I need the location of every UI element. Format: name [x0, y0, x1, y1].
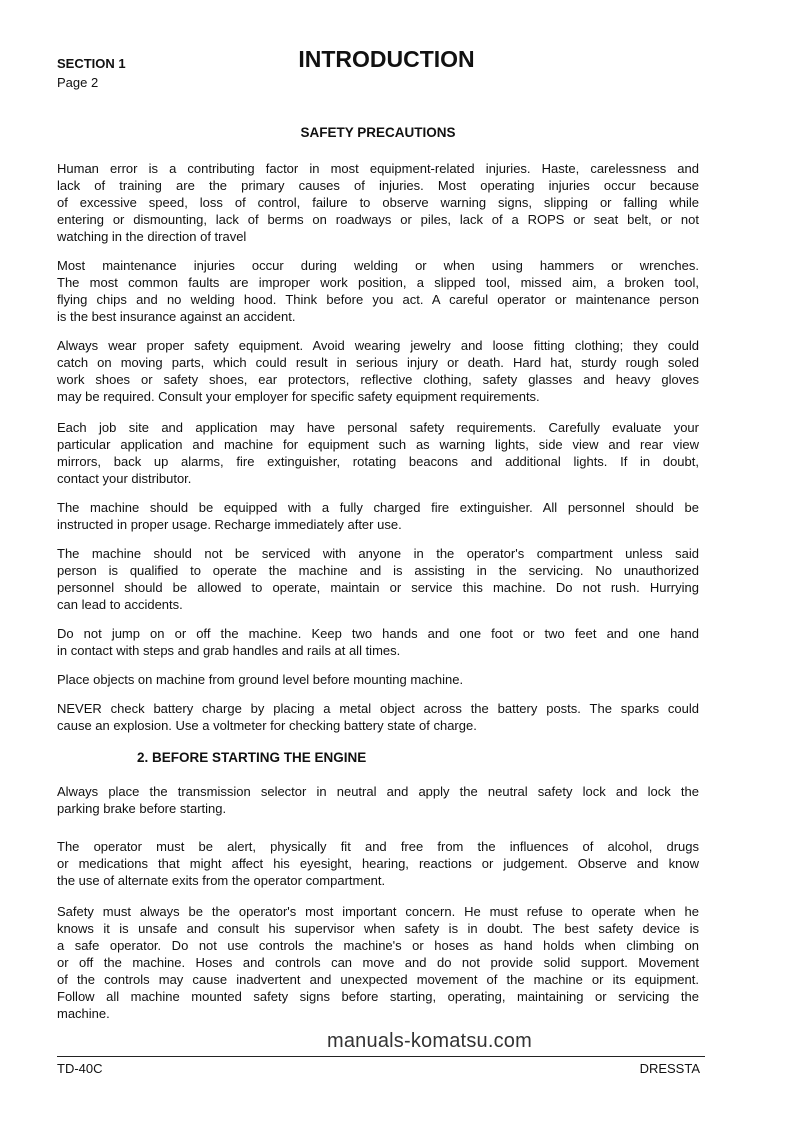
paragraph-line: The operator must be alert, physically fit and free from the influences of alcohol, drugs: [57, 839, 699, 854]
paragraph-line: of the controls may cause inadvertent and unexpected movement of the machine or its equipment.: [57, 972, 699, 987]
page-title: [0, 46, 793, 73]
paragraph-line: parking brake before starting.: [57, 801, 227, 816]
paragraph-line: work shoes or safety shoes, ear protectors, reflective clothing, safety glasses and heavy gloves: [57, 372, 699, 387]
paragraph-line: catch on moving parts, which could result in serious injury or death. Hard hat, sturdy rough soled: [57, 355, 699, 370]
paragraph-line: cause an explosion. Use a voltmeter for checking battery state of charge.: [57, 718, 477, 733]
paragraph: [57, 700, 699, 734]
paragraph: [57, 257, 699, 325]
paragraph-line: flying chips and no welding hood. Think before you act. A careful operator or maintenance person: [57, 292, 699, 307]
paragraph-line: personnel should be allowed to operate, maintain or service this machine. Do not rush. Hurrying: [57, 580, 699, 595]
paragraph: [57, 903, 699, 1022]
paragraph-line: knows it is unsafe and consult his supervisor when safety is in doubt. The best safety device is: [57, 921, 699, 936]
paragraph-line: entering or dismounting, lack of berms on roadways or piles, lack of a ROPS or seat belt, or not: [57, 212, 699, 227]
paragraph-line: particular application and machine for equipment such as warning lights, side view and rear view: [57, 437, 699, 452]
paragraph-line: Always wear proper safety equipment. Avoid wearing jewelry and loose fitting clothing; they could: [57, 338, 699, 353]
paragraph: [57, 671, 699, 688]
paragraph-line: machine.: [57, 1006, 110, 1021]
paragraph-line: Most maintenance injuries occur during welding or when using hammers or wrenches.: [57, 258, 699, 273]
footer-model: TD-40C: [57, 1061, 103, 1076]
paragraph: [57, 783, 699, 817]
paragraph-line: contact your distributor.: [57, 471, 192, 486]
paragraph-line: Do not jump on or off the machine. Keep two hands and one foot or two feet and one hand: [57, 626, 699, 641]
paragraph-line: person is qualified to operate the machine and is assisting in the servicing. No unauthorized: [57, 563, 699, 578]
paragraph-line: NEVER check battery charge by placing a metal object across the battery posts. The sparks could: [57, 701, 699, 716]
section-label: SECTION 1: [57, 56, 126, 71]
paragraph-line: or medications that might affect his eyesight, hearing, reactions or judgement. Observe and know: [57, 856, 699, 871]
paragraph-line: watching in the direction of travel: [57, 229, 247, 244]
paragraph: [57, 160, 699, 245]
footer-brand: DRESSTA: [639, 1061, 700, 1076]
paragraph: [57, 499, 699, 533]
page-number: Page 2: [57, 75, 99, 90]
paragraph-line: mirrors, back up alarms, fire extinguisher, rotating beacons and additional lights. If in doubt,: [57, 454, 699, 469]
paragraph: [57, 625, 699, 659]
paragraph: [57, 838, 699, 889]
paragraph-line: The machine should not be serviced with anyone in the operator's compartment unless said: [57, 546, 699, 561]
paragraph-line: a safe operator. Do not use controls the machine's or hoses as hand holds when climbing on: [57, 938, 699, 953]
paragraph-line: instructed in proper usage. Recharge immediately after use.: [57, 517, 402, 532]
heading-safety-precautions: SAFETY PRECAUTIONS: [300, 125, 456, 140]
paragraph-line: Follow all machine mounted safety signs before starting, operating, maintaining or servicing the: [57, 989, 699, 1004]
paragraph-line: The most common faults are improper work position, a slipped tool, missed aim, a broken tool,: [57, 275, 699, 290]
page-title-text: INTRODUCTION: [298, 46, 475, 72]
paragraph-line: is the best insurance against an accident.: [57, 309, 296, 324]
footer-divider: [57, 1056, 705, 1057]
paragraph: [57, 337, 699, 405]
heading-before-starting: 2. BEFORE STARTING THE ENGINE: [137, 750, 367, 765]
paragraph-line: the use of alternate exits from the operator compartment.: [57, 873, 386, 888]
paragraph-line: lack of training are the primary causes of injuries. Most operating injuries occur because: [57, 178, 699, 193]
paragraph: [57, 545, 699, 613]
paragraph-line: Human error is a contributing factor in most equipment-related injuries. Haste, carelessness and: [57, 161, 699, 176]
paragraph-line: can lead to accidents.: [57, 597, 183, 612]
paragraph-line: or off the machine. Hoses and controls can move and do not provide solid support. Movement: [57, 955, 699, 970]
paragraph-line: Each job site and application may have personal safety requirements. Carefully evaluate your: [57, 420, 699, 435]
paragraph-line: The machine should be equipped with a fully charged fire extinguisher. All personnel should be: [57, 500, 699, 515]
paragraph-line: Always place the transmission selector in neutral and apply the neutral safety lock and lock the: [57, 784, 699, 799]
paragraph-line: Place objects on machine from ground level before mounting machine.: [57, 672, 464, 687]
paragraph: [57, 419, 699, 487]
watermark: manuals-komatsu.com: [327, 1030, 532, 1052]
paragraph-line: Safety must always be the operator's most important concern. He must refuse to operate when he: [57, 904, 699, 919]
paragraph-line: may be required. Consult your employer for specific safety equipment requirements.: [57, 389, 540, 404]
paragraph-line: of excessive speed, loss of control, failure to observe warning signs, slipping or falling while: [57, 195, 699, 210]
paragraph-line: in contact with steps and grab handles and rails at all times.: [57, 643, 401, 658]
